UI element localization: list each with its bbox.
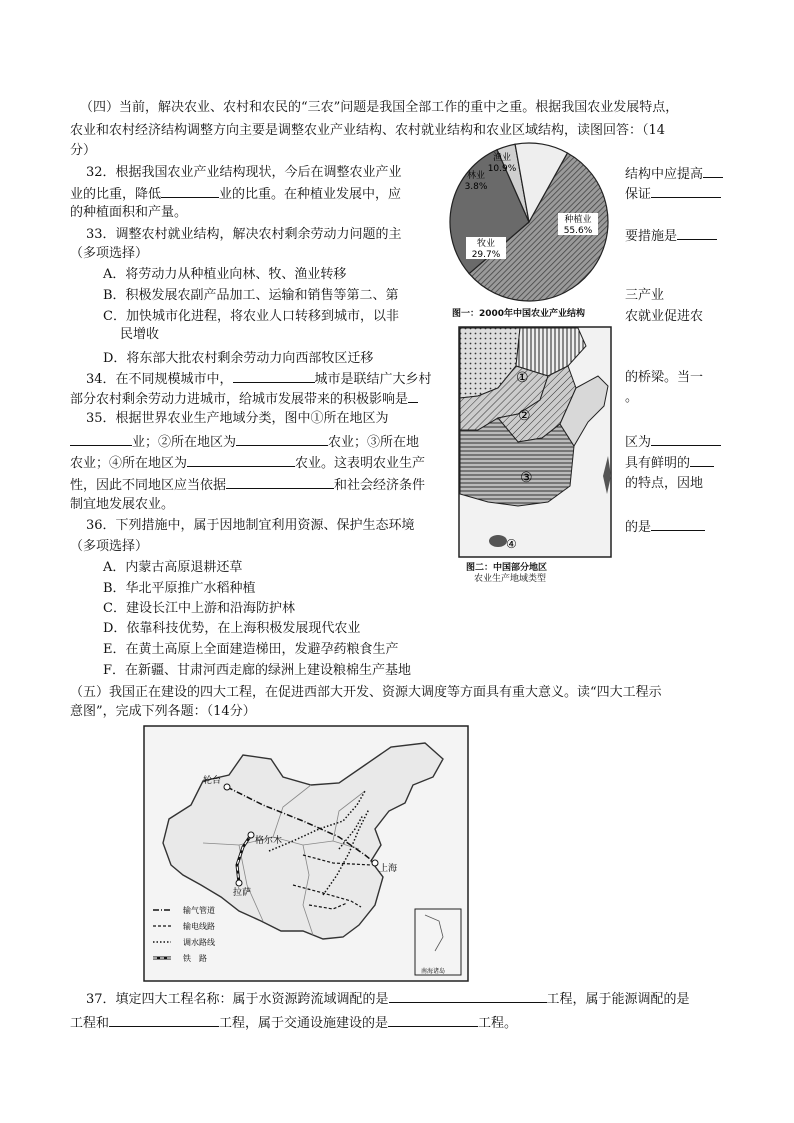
q33-option-a[interactable]: A．将劳动力从种植业向林、牧、渔业转移 — [103, 267, 347, 282]
figure-pie-chart — [440, 138, 618, 322]
map3-inset-label: 南海诸岛 — [421, 968, 446, 975]
q35-line2-right — [625, 431, 721, 451]
figure-agri-region-map — [458, 326, 612, 584]
q34-line1 — [86, 368, 432, 388]
q32-blank-3[interactable] — [651, 183, 721, 198]
q33-multi: （多项选择） — [70, 246, 149, 261]
pie-label-2: 牧业 29.7% — [471, 239, 501, 260]
map3-legend-power: 输电线路 — [183, 922, 215, 931]
q33-line1-right — [625, 225, 717, 245]
q36-option-c[interactable]: C．建设长江中上游和沿海防护林 — [103, 601, 295, 616]
figure-four-projects-map — [143, 725, 469, 982]
q34-line2-right: 。 — [625, 390, 639, 405]
section5-intro-line2: 意图”，完成下列各题：（14分） — [70, 704, 256, 719]
map3-inset — [415, 909, 461, 975]
q35-line4-right: 的特点，因地 — [625, 476, 704, 491]
q34-text-b: 城市是联结广大乡村 — [314, 372, 432, 387]
map3-city-lhasa-dot — [236, 880, 242, 886]
q35-line3-right — [625, 452, 714, 472]
q34-line2 — [70, 388, 418, 408]
q35-text-g: 性，因此不同地区应当依据 — [70, 478, 227, 493]
q32-blank-1[interactable] — [703, 163, 723, 178]
q37-text-e: 工程。 — [478, 1016, 518, 1031]
q37-blank-1[interactable] — [389, 988, 547, 1003]
q35-text-c: 区为 — [625, 435, 652, 450]
q32-text-b: 业的比重。在种植业发展中，应 — [219, 187, 402, 202]
q35-line5: 制宜地发展农业。 — [70, 497, 175, 512]
q32-line3: 的种植面积和产量。 — [70, 205, 188, 220]
q35-blank-2[interactable] — [236, 431, 328, 446]
map2-caption-line2: 农业生产地域类型 — [474, 574, 547, 584]
q32-blank-2[interactable] — [161, 183, 219, 198]
q37-text-b: 工程，属于能源调配的是 — [546, 992, 690, 1007]
q36-option-d[interactable]: D．依靠科技优势，在上海积极发展现代农业 — [103, 621, 361, 636]
q35-text-f: 具有鲜明的 — [625, 456, 691, 471]
pie-chart-caption: 图一：2000年中国农业产业结构 — [452, 309, 586, 319]
q35-text-d: 农业；④所在地区为 — [70, 456, 188, 471]
four-projects-map-svg — [143, 725, 469, 982]
q36-option-e[interactable]: E．在黄土高原上全面建造梯田，发避孕药粮食生产 — [103, 642, 399, 657]
q34-text-c: 部分农村剩余劳动力进城市，给城市发展带来的积极影响是 — [70, 392, 409, 407]
pie-label-3: 林业 3.8% — [464, 171, 488, 192]
map3-legend-water: 调水路线 — [183, 938, 215, 947]
map3-legend-gas: 输气管道 — [183, 906, 215, 915]
pie-label-4: 渔业 10.9% — [487, 153, 517, 174]
q35-line2 — [70, 431, 419, 451]
q37-blank-2[interactable] — [109, 1012, 219, 1027]
q35-line1: 35．根据世界农业生产地域分类，图中①所在地区为 — [86, 411, 389, 426]
q35-blank-4[interactable] — [187, 452, 295, 467]
q36-blank[interactable] — [651, 516, 705, 531]
section5-intro-line1: （五）我国正在建设的四大工程，在促进西部大开发、资源大调度等方面具有重大意义。读“四大工程示 — [70, 685, 662, 700]
q33-blank[interactable] — [677, 225, 717, 240]
q36-line1-right — [625, 516, 705, 536]
agri-region-map-svg — [458, 326, 612, 558]
map2-hainan — [489, 535, 507, 547]
q35-text-b: 农业；③所在地 — [328, 435, 420, 450]
q37-text-d: 工程，属于交通设施建设的是 — [219, 1016, 389, 1031]
section4-intro-line1: （四）当前，解决农业、农村和农民的“三农”问题是我国全部工作的重中之重。根据我国农业发展特点， — [80, 100, 679, 115]
q34-blank-2[interactable] — [408, 388, 418, 403]
q34-blank-1[interactable] — [233, 368, 315, 383]
q34-line1-right: 的桥梁。当一 — [625, 370, 704, 385]
map3-legend-rail: 铁 路 — [183, 954, 207, 963]
q36-option-b[interactable]: B．华北平原推广水稻种植 — [103, 581, 256, 596]
map2-marker-1: ① — [516, 370, 529, 386]
pie-label-1: 种植业 55.6% — [563, 215, 593, 236]
pie-chart-svg — [440, 138, 618, 322]
q33-line1: 33．调整农村就业结构，解决农村剩余劳动力问题的主 — [86, 227, 402, 242]
q35-blank-1[interactable] — [70, 431, 132, 446]
map3-city-golmud-dot — [248, 832, 254, 838]
section4-intro-line3: 分） — [70, 143, 97, 158]
map2-marker-3: ③ — [520, 470, 533, 486]
map2-marker-2: ② — [518, 408, 531, 424]
q33-option-c-cont: 民增收 — [120, 327, 160, 342]
q32-line1-right — [625, 163, 723, 183]
q35-blank-3[interactable] — [651, 431, 721, 446]
q35-line4 — [70, 474, 425, 494]
q37-text-c: 工程和 — [70, 1016, 110, 1031]
q36-line1: 36．下列措施中，属于因地制宜利用资源、保护生态环境 — [86, 518, 415, 533]
q36-option-a[interactable]: A．内蒙古高原退耕还草 — [103, 560, 243, 575]
q35-text-e: 农业。这表明农业生产 — [295, 456, 426, 471]
q36-option-f[interactable]: F．在新疆、甘肃河西走廊的绿洲上建设粮棉生产基地 — [103, 663, 412, 678]
q33-option-c-right: 农就业促进农 — [625, 309, 704, 324]
q32-line2 — [70, 183, 401, 203]
q32-text-a: 业的比重，降低 — [70, 187, 162, 202]
q37-line1 — [86, 988, 690, 1008]
section4-intro-line2: 农业和农村经济结构调整方向主要是调整农业产业结构、农村就业结构和农业区域结构，读图回答：（14 — [70, 123, 666, 138]
map3-city-luntai-dot — [224, 784, 230, 790]
q34-text-a: 34．在不同规模城市中， — [86, 372, 233, 387]
q33-option-d[interactable]: D．将东部大批农村剩余劳动力向西部牧区迁移 — [103, 351, 374, 366]
q35-blank-5[interactable] — [690, 452, 714, 467]
q32-line1: 32．根据我国农业产业结构现状，今后在调整农业产业 — [86, 165, 402, 180]
q35-blank-6[interactable] — [226, 474, 334, 489]
q35-line3 — [70, 452, 425, 472]
q37-line2 — [70, 1012, 517, 1032]
map2-marker-4: ④ — [506, 537, 517, 551]
map3-city-luntai: 轮台 — [203, 776, 222, 786]
q37-text-a: 37．填定四大工程名称：属于水资源跨流域调配的是 — [86, 992, 389, 1007]
map3-city-shanghai-dot — [372, 860, 378, 866]
q37-blank-3[interactable] — [388, 1012, 478, 1027]
q33-option-c[interactable]: C．加快城市化进程，将农业人口转移到城市，以非 — [103, 309, 399, 324]
q32-right-text: 结构中应提高 — [625, 167, 704, 182]
q32-line2-right — [625, 183, 721, 203]
q32-text-c: 保证 — [625, 187, 652, 202]
map2-caption-line1: 图二：中国部分地区 — [466, 563, 548, 573]
map3-city-golmud: 格尔木 — [255, 836, 283, 846]
q33-option-b-right: 三产业 — [625, 288, 665, 303]
q36-right-text: 的是 — [625, 520, 652, 535]
q35-text-a: 业；②所在地区为 — [132, 435, 237, 450]
q36-multi: （多项选择） — [70, 539, 149, 554]
q33-option-b[interactable]: B．积极发展农副产品加工、运输和销售等第二、第 — [103, 288, 399, 303]
map3-city-shanghai: 上海 — [379, 864, 398, 874]
q35-text-h: 和社会经济条件 — [334, 478, 426, 493]
q33-right-text: 要措施是 — [625, 229, 678, 244]
map3-city-lhasa: 拉萨 — [233, 888, 252, 898]
